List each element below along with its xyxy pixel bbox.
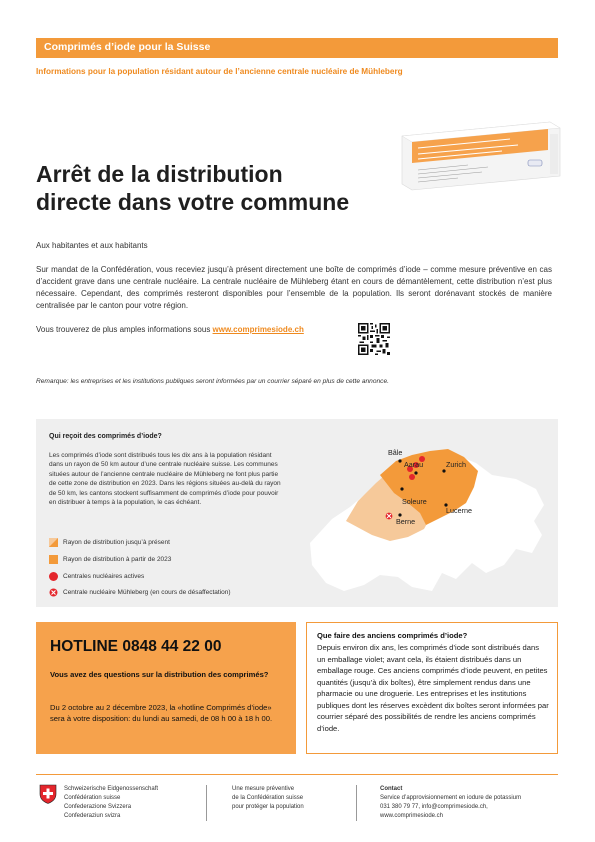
- banner-title: Comprimés d’iode pour la Suisse: [44, 41, 211, 53]
- federal-identity: [64, 785, 158, 821]
- legend-label: Rayon de distribution jusqu’à présent: [63, 538, 170, 546]
- headline-line-2: directe dans votre commune: [36, 189, 350, 215]
- city-dot-aarau: [414, 471, 417, 474]
- map-label-bale: Bâle: [388, 448, 403, 457]
- map-label-soleure: Soleure: [402, 497, 427, 506]
- measure-statement: [232, 785, 304, 812]
- old-pills-box: [306, 622, 558, 754]
- legend-previous-zone: [49, 537, 170, 547]
- gov-line: Confédération suisse: [64, 795, 121, 801]
- nuclear-plant-4: [409, 474, 415, 480]
- map-label-berne: Berne: [396, 517, 416, 526]
- contact-line: Service d’approvisionnement en iodure de potassium: [380, 795, 522, 801]
- old-pills-title: Que faire des anciens comprimés d’iode?: [317, 631, 468, 640]
- map-label-lucerne: Lucerne: [446, 506, 472, 515]
- swiss-coat-of-arms-icon: [39, 784, 57, 804]
- legend-muhleberg: [49, 587, 231, 597]
- contact-block: [380, 785, 521, 821]
- headline-line-1: Arrêt de la distribution: [36, 161, 283, 187]
- hotline-question: Vous avez des questions sur la distribution des comprimés?: [50, 670, 269, 679]
- remark-note: Remarque: les entreprises et les institutions publiques seront informées par un courrier séparé en plus de cette annonce.: [36, 378, 389, 385]
- qr-code[interactable]: [358, 323, 390, 355]
- info-heading: Qui reçoit des comprimés d’iode?: [49, 433, 162, 440]
- map-label-aarau: Aarau: [404, 460, 424, 469]
- old-pills-text: Depuis environ dix ans, les comprimés d’iode sont distribués dans un emballage violet; avant cela, ils étaient distribués dans un emballage rouge. Ces anciens comprimés d’iode peuvent, en petites quantités (jusqu’à dix boîtes), être simplement rendus dans une pharmacie ou une droguerie. Les entreprises et les institutions publiques dont les réserves excèdent dix boîtes seront informées par courrier séparé des possibilités de rendre les anciens comprimés d’iode.: [317, 643, 549, 733]
- more-info-line: [36, 324, 356, 336]
- footer-separator: [356, 785, 357, 821]
- website-link[interactable]: www.comprimesiode.ch: [212, 325, 304, 334]
- decommissioned-plant-icon: [49, 588, 58, 597]
- footer-divider: [36, 774, 558, 775]
- hotline-number[interactable]: HOTLINE 0848 44 22 00: [50, 638, 222, 655]
- hotline-box: [36, 622, 296, 754]
- header-banner: [36, 38, 558, 58]
- legend-active-plants: [49, 571, 144, 581]
- legend-label: Centrale nucléaire Mühleberg (en cours de désaffectation): [63, 588, 231, 596]
- legend-label: Centrales nucléaires actives: [63, 572, 145, 580]
- city-dot-soleure: [400, 487, 403, 490]
- measure-line: Une mesure préventive: [232, 786, 295, 792]
- distribution-info-box: [36, 419, 558, 607]
- main-headline: [36, 160, 349, 216]
- intro-paragraph: Sur mandat de la Confédération, vous receviez jusqu’à présent directement une boîte de comprimés d’iode – comme mesure préventive en cas d’accident grave dans une centrale nucléaire. La centrale nucléaire de Mühleberg étant en cours de démantèlement, cette distribution n’est plus nécessaire. Cependant, des comprimés resteront disponibles pour l’ensemble de la population. Ils seront dorénavant stockés de manière centralisée par le canton pour votre région.: [36, 265, 552, 310]
- legend-new-zone: [49, 554, 171, 564]
- footer-separator: [206, 785, 207, 821]
- contact-title: Contact: [380, 786, 403, 792]
- active-plant-dot-icon: [49, 572, 58, 581]
- contact-line[interactable]: 031 380 79 77, info@comprimesiode.ch,: [380, 804, 488, 810]
- gov-line: Confederaziun svizra: [64, 813, 121, 819]
- hotline-hours: Du 2 octobre au 2 décembre 2023, la «hotline Comprimés d’iode» sera à votre disposition: du lundi au samedi, de 08 h 00 à 18 h 00.: [50, 703, 273, 723]
- gov-line: Schweizerische Eidgenossenschaft: [64, 786, 159, 792]
- city-dot-zurich: [442, 469, 445, 472]
- info-text: Les comprimés d’iode sont distribués tous les dix ans à la population résidant dans un rayon de 50 km autour d’une centrale nucléaire suisse. Les communes situées autour de l’ancienne centrale nucléaire de Mühleberg ne font plus partie de cette zone de distribution en 2023. Dans les régions situées au-delà du rayon de 50 km, les cantons stockent suffisamment de comprimés d’iode pour pouvoir en distribuer à temps à la population, le cas échéant.: [49, 452, 281, 507]
- measure-line: de la Confédération suisse: [232, 795, 304, 801]
- muhleberg-plant-icon: [386, 513, 393, 520]
- gov-line: Confederazione Svizzera: [64, 804, 132, 810]
- contact-line[interactable]: www.comprimesiode.ch: [380, 813, 444, 819]
- subtitle: Informations pour la population résidant autour de l’ancienne centrale nucléaire de Mühleberg: [36, 67, 403, 76]
- previous-zone-swatch-icon: [49, 538, 58, 547]
- greeting: Aux habitantes et aux habitants: [36, 241, 148, 250]
- new-zone-swatch-icon: [49, 555, 58, 564]
- more-info-text: Vous trouverez de plus amples informations sous: [36, 325, 211, 334]
- map-label-zurich: Zurich: [446, 460, 466, 469]
- city-dot-bale: [398, 459, 401, 462]
- measure-line: pour protéger la population: [232, 804, 304, 810]
- legend-label: Rayon de distribution à partir de 2023: [63, 555, 172, 563]
- switzerland-map: [280, 431, 552, 601]
- iodine-box-image: [398, 120, 562, 192]
